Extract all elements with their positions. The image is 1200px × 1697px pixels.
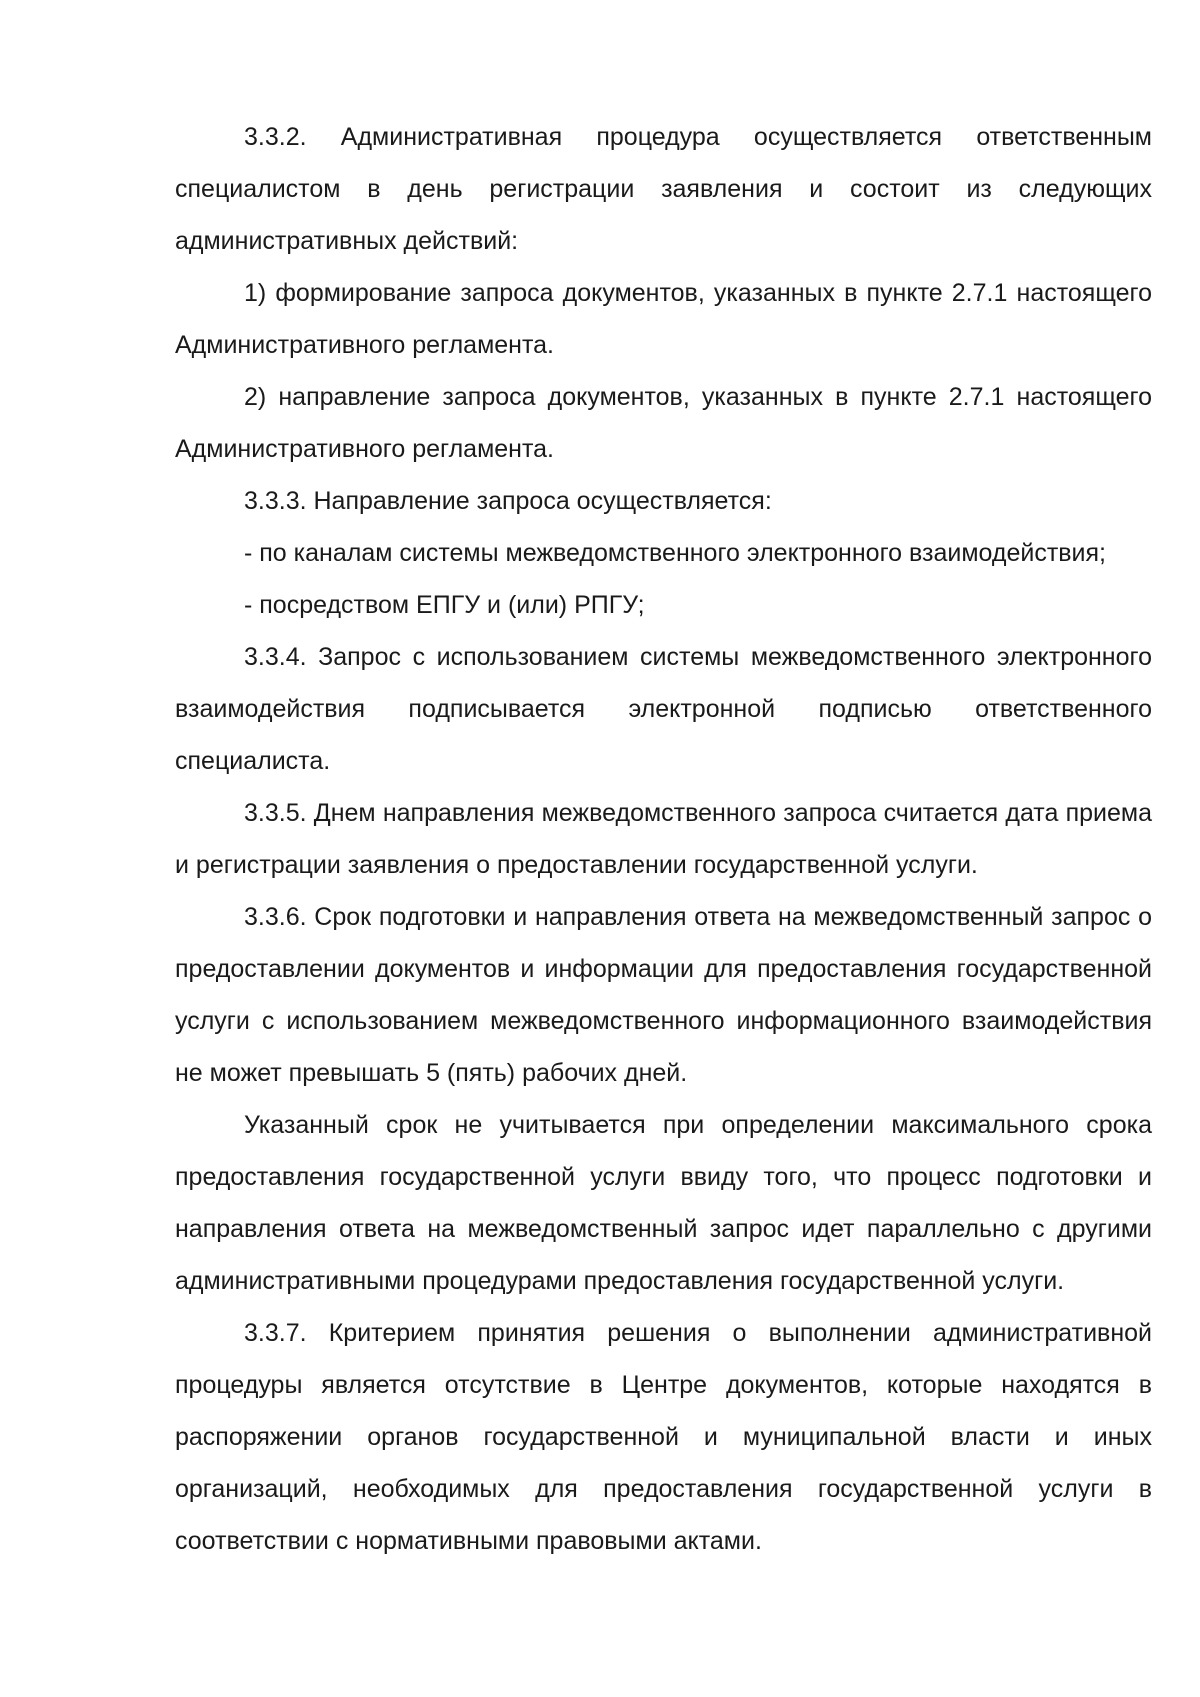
document-body — [175, 111, 1152, 1567]
paragraph-dash-item-2: - посредством ЕПГУ и (или) РПГУ; — [244, 591, 645, 619]
paragraph-3-3-7: 3.3.7. Критерием принятия решения о выполнении административной процедуры является отсутствие в Центре документов, которые находятся в распоряжении органов государственной и муниципальной власти и иных организаций, необходимых для предоставления государственной услуги в соответствии с нормативными правовыми актами. — [175, 1319, 1152, 1555]
paragraph-3-3-3: 3.3.3. Направление запроса осуществляется: — [244, 487, 772, 515]
paragraph-3-3-6: 3.3.6. Срок подготовки и направления ответа на межведомственный запрос о предоставлении документов и информации для предоставления государственной услуги с использованием межведомственного информационного взаимодействия не может превышать 5 (пять) рабочих дней. — [175, 903, 1152, 1087]
paragraph-dash-item-1: - по каналам системы межведомственного электронного взаимодействия; — [244, 539, 1106, 567]
paragraph-item-1: 1) формирование запроса документов, указанных в пункте 2.7.1 настоящего Административного регламента. — [175, 279, 1152, 359]
paragraph-3-3-4: 3.3.4. Запрос с использованием системы межведомственного электронного взаимодействия подписывается электронной подписью ответственного специалиста. — [175, 643, 1152, 775]
paragraph-3-3-2: 3.3.2. Административная процедура осуществляется ответственным специалистом в день регистрации заявления и состоит из следующих административных действий: — [175, 123, 1152, 255]
paragraph-term-note: Указанный срок не учитывается при определении максимального срока предоставления государственной услуги ввиду того, что процесс подготовки и направления ответа на межведомственный запрос идет параллельно с другими административными процедурами предоставления государственной услуги. — [175, 1111, 1152, 1295]
paragraph-item-2: 2) направление запроса документов, указанных в пункте 2.7.1 настоящего Административного регламента. — [175, 383, 1152, 463]
paragraph-3-3-5: 3.3.5. Днем направления межведомственного запроса считается дата приема и регистрации заявления о предоставлении государственной услуги. — [175, 799, 1152, 879]
